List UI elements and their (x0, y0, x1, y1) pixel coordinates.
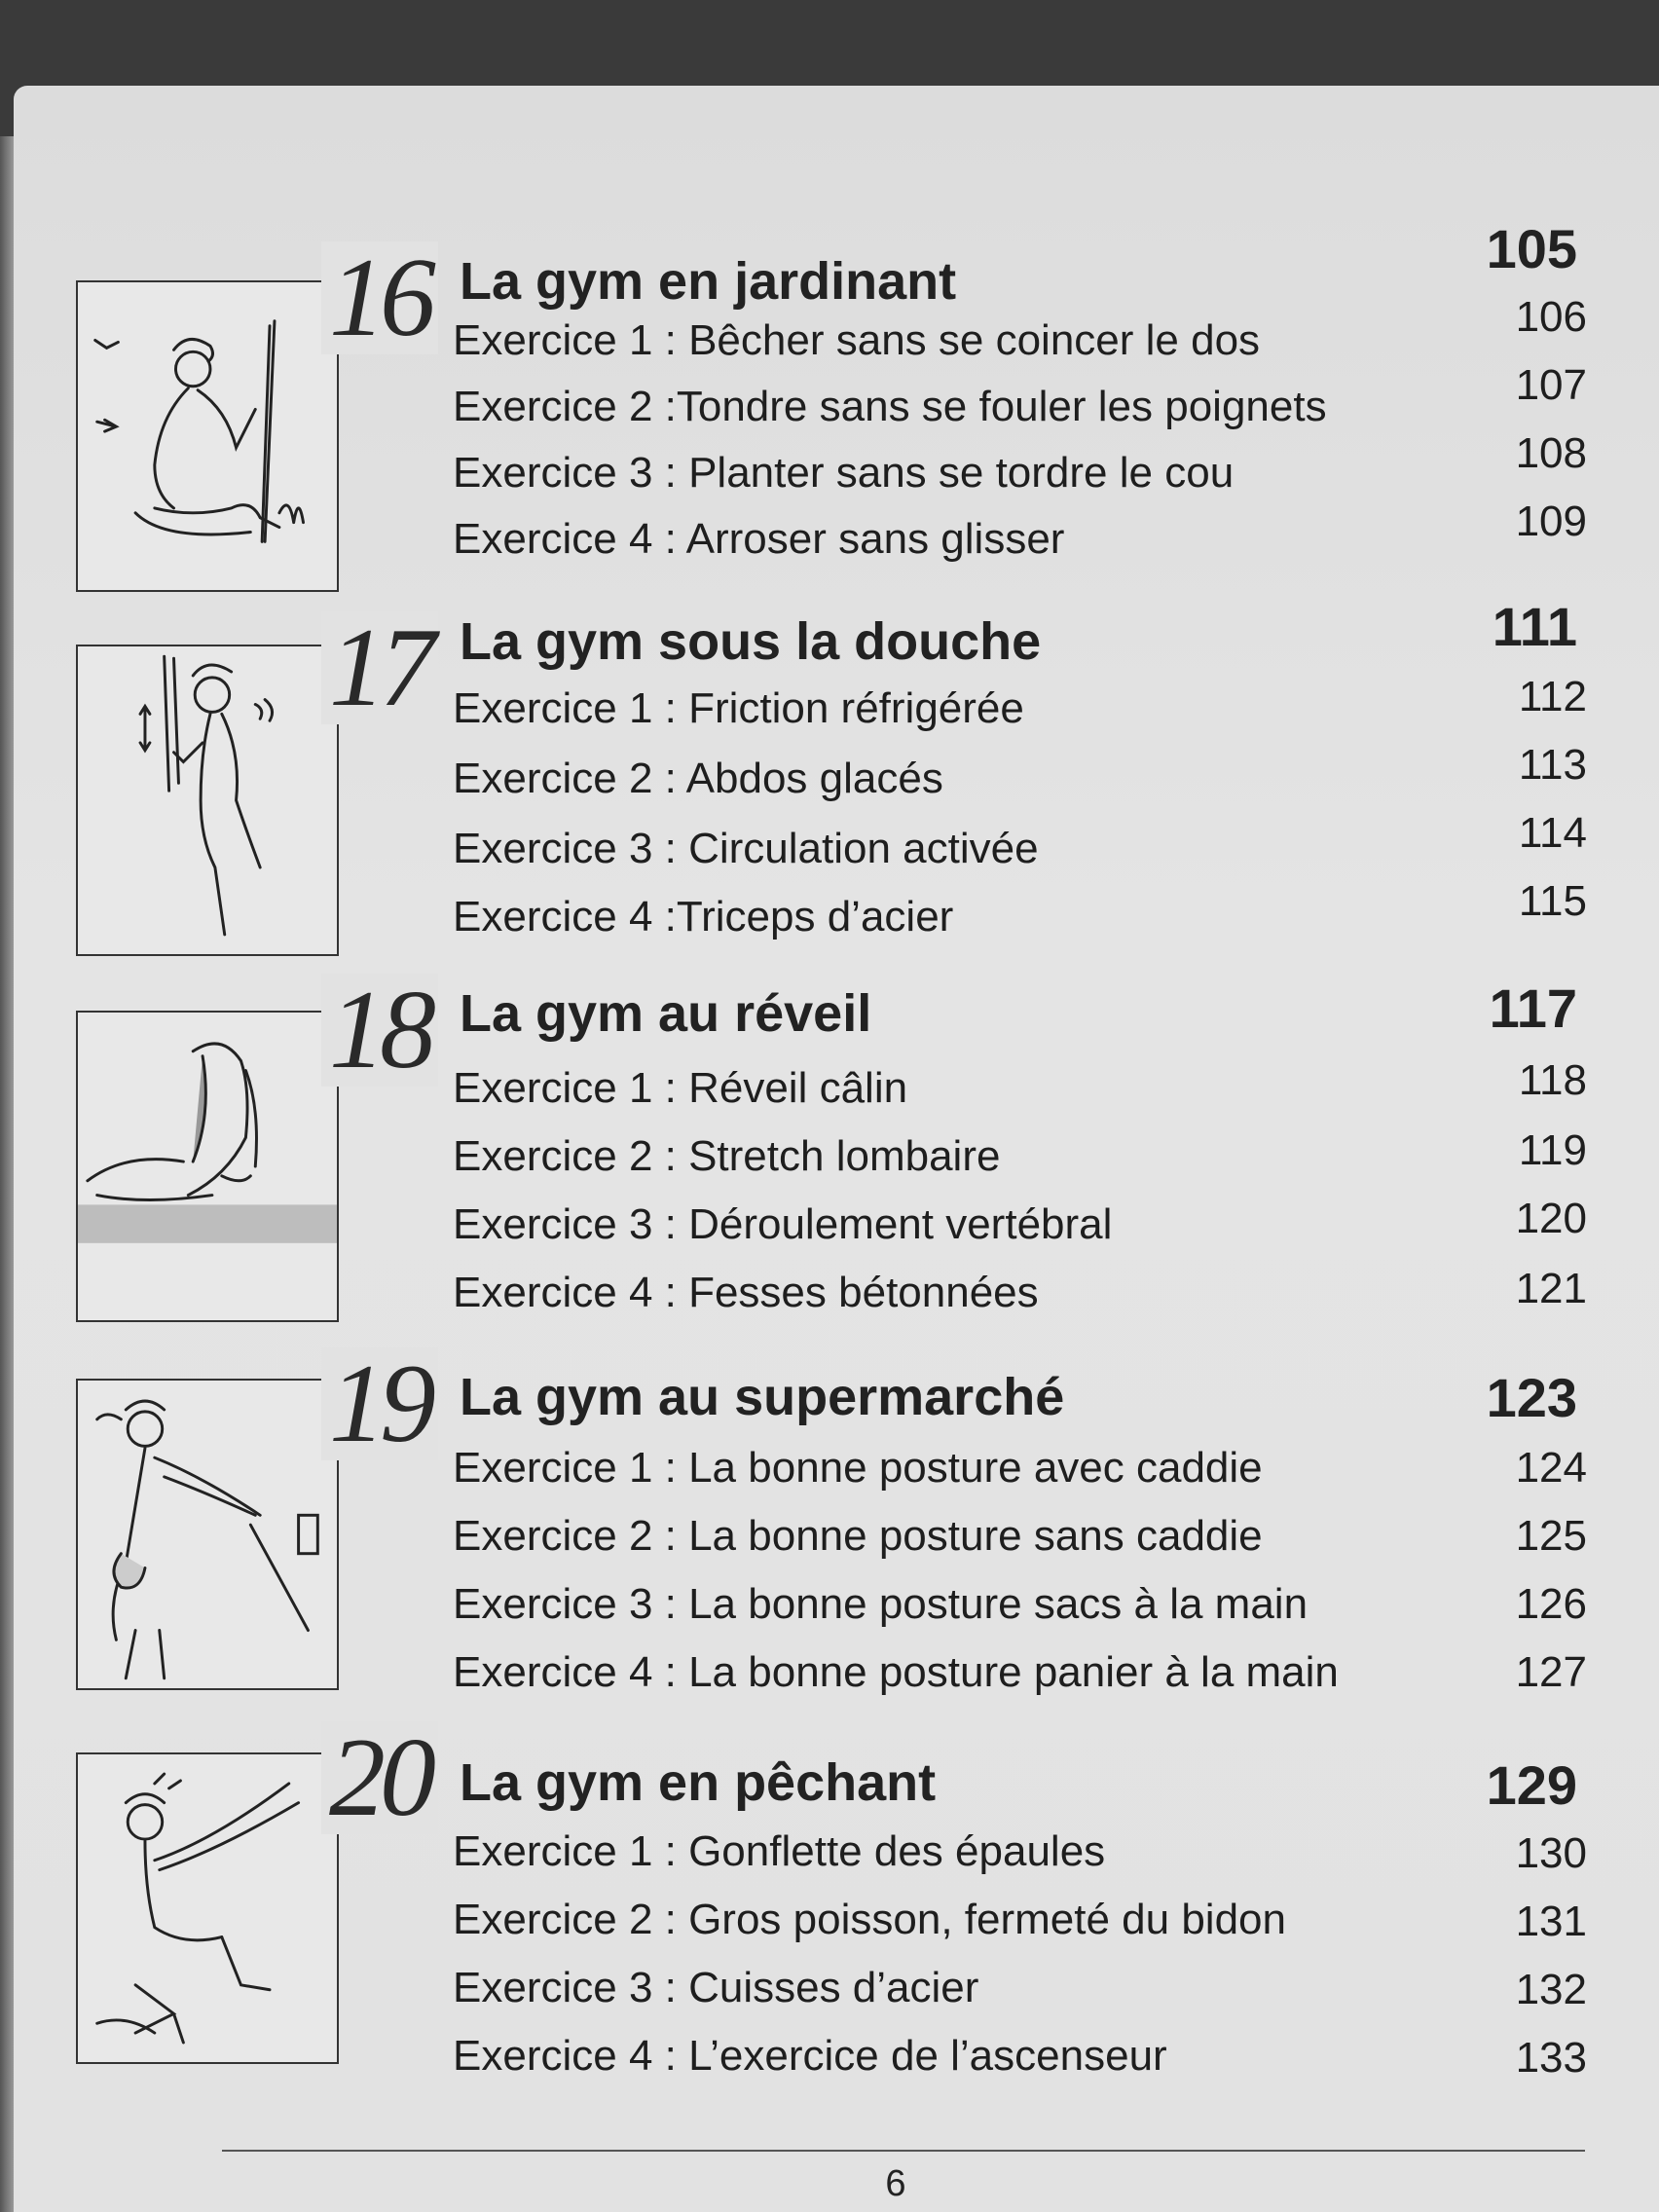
chapter-title[interactable]: La gym au réveil (460, 984, 872, 1043)
fishing-figure-icon (76, 1752, 339, 2064)
exercise-page: 121 (1515, 1265, 1587, 1312)
chapter-page: 129 (1486, 1754, 1577, 1816)
chapter-title[interactable]: La gym en jardinant (460, 252, 957, 311)
exercise-page: 132 (1515, 1966, 1587, 2013)
exercise-page: 115 (1518, 877, 1587, 925)
exercise-label[interactable]: Exercice 4 : Fesses bétonnées (453, 1269, 1039, 1316)
chapter-number: 17 (321, 611, 438, 724)
exercise-page: 131 (1515, 1898, 1587, 1945)
exercise-label[interactable]: Exercice 3 : Déroulement vertébral (453, 1200, 1113, 1248)
exercise-label[interactable]: Exercice 4 :Triceps d’acier (453, 893, 954, 940)
exercise-label[interactable]: Exercice 3 : Planter sans se tordre le cou (453, 449, 1235, 497)
chapter-20 (0, 1715, 1659, 2093)
exercise-label[interactable]: Exercice 1 : Bêcher sans se coincer le dos (453, 316, 1261, 364)
exercise-page: 109 (1515, 498, 1587, 545)
exercise-page: 126 (1515, 1580, 1587, 1628)
exercise-page: 125 (1515, 1512, 1587, 1560)
exercise-label[interactable]: Exercice 4 : L’exercice de l’ascenseur (453, 2032, 1167, 2080)
chapter-18 (0, 968, 1659, 1344)
chapter-title[interactable]: La gym en pêchant (460, 1753, 937, 1812)
shopping-cart-figure-icon (76, 1379, 339, 1690)
exercise-label[interactable]: Exercice 3 : Circulation activée (453, 825, 1039, 872)
chapter-16 (0, 214, 1659, 584)
exercise-label[interactable]: Exercice 1 : Gonflette des épaules (453, 1827, 1106, 1875)
exercise-page: 113 (1518, 741, 1587, 789)
chapter-page: 123 (1486, 1367, 1577, 1428)
stretching-figure-icon (76, 1011, 339, 1322)
exercise-label[interactable]: Exercice 3 : Cuisses d’acier (453, 1964, 979, 2011)
exercise-label[interactable]: Exercice 4 : La bonne posture panier à la main (453, 1648, 1339, 1696)
exercise-page: 127 (1515, 1648, 1587, 1696)
exercise-page: 107 (1515, 361, 1587, 409)
chapter-title[interactable]: La gym au supermarché (460, 1368, 1065, 1426)
chapter-page: 117 (1489, 977, 1577, 1039)
chapter-title[interactable]: La gym sous la douche (460, 612, 1042, 671)
exercise-page: 119 (1518, 1126, 1587, 1174)
exercise-label[interactable]: Exercice 2 : Abdos glacés (453, 755, 943, 802)
exercise-page: 133 (1515, 2034, 1587, 2082)
gardening-figure-icon (76, 280, 339, 592)
exercise-page: 120 (1515, 1195, 1587, 1242)
exercise-page: 130 (1515, 1829, 1587, 1877)
shower-figure-icon (76, 645, 339, 956)
exercise-page: 106 (1515, 293, 1587, 341)
exercise-page: 112 (1518, 673, 1587, 720)
chapter-number: 19 (321, 1347, 438, 1460)
exercise-label[interactable]: Exercice 3 : La bonne posture sacs à la main (453, 1580, 1309, 1628)
exercise-label[interactable]: Exercice 1 : Réveil câlin (453, 1064, 908, 1112)
footer-rule (222, 2150, 1585, 2152)
exercise-label[interactable]: Exercice 1 : La bonne posture avec caddie (453, 1444, 1263, 1492)
chapter-number: 20 (321, 1721, 438, 1834)
exercise-page: 124 (1515, 1444, 1587, 1492)
exercise-page: 114 (1518, 809, 1587, 857)
chapter-17 (0, 594, 1659, 964)
page-number: 6 (885, 2163, 906, 2204)
exercise-label[interactable]: Exercice 2 : La bonne posture sans caddie (453, 1512, 1263, 1560)
chapter-19 (0, 1342, 1659, 1723)
exercise-label[interactable]: Exercice 2 :Tondre sans se fouler les poignets (453, 383, 1327, 430)
chapter-page: 111 (1492, 596, 1577, 657)
chapter-number: 16 (321, 241, 438, 354)
exercise-label[interactable]: Exercice 2 : Stretch lombaire (453, 1132, 1001, 1180)
exercise-label[interactable]: Exercice 1 : Friction réfrigérée (453, 684, 1024, 732)
exercise-page: 108 (1515, 429, 1587, 477)
chapter-number: 18 (321, 974, 438, 1087)
exercise-page: 118 (1518, 1056, 1587, 1104)
chapter-page: 105 (1486, 218, 1577, 279)
exercise-label[interactable]: Exercice 2 : Gros poisson, fermeté du bidon (453, 1896, 1286, 1943)
exercise-label[interactable]: Exercice 4 : Arroser sans glisser (453, 515, 1065, 563)
